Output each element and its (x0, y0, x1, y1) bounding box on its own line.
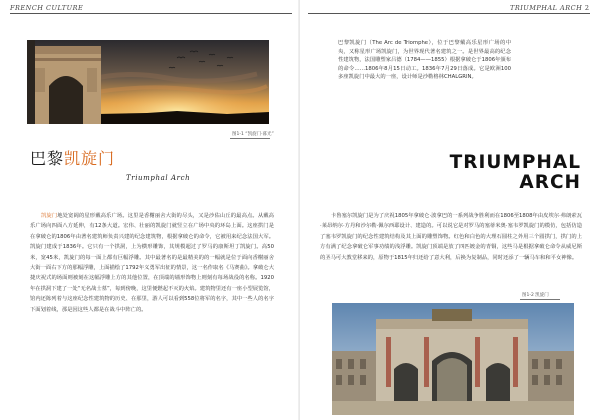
right-figure-caption: 图1-2 凯旋门 (522, 293, 549, 298)
carrousel-arch-photo (332, 303, 574, 415)
body-paragraph: 地处宽阔的星形戴高乐广场。这里是香榭丽舍大街的尽头，又是沙佑山丘的最高点。从戴高乐广场向四面八方延伸，有12条大道。宏伟、壮丽的凯旋门就竖立在广场中央的环岛上面。这座拱门是在拿破仑的1806年由著名建筑师负责兴建的纪念建筑物，根据拿破仑的命令，它被用来纪念法国大军。凯旋门建成于1836年。它只有一个拱洞，上为横形雕饰，其规模超过了罗马的康斯坦丁凯旋门。高50米，宽45米，凯旋门的每一面上都有巨幅浮雕。其中最著名的是最精美的的一幅就是位于面向香榭丽舍大街一面右下方的那幅浮雕，上面描绘了1792年义勇军出征的情景，这一名作取名《马赛曲》。拿破仑大捷庆祝式的场面则被刻在这幅浮雕上方的其他位置，在顶端的墙形饰物上则刻有每场战役的名称。1920年在拱洞下建了一处“无名战士墓”，每到傍晚，这里便燃起不灭的火焰。建筑物里还有一座小型展览馆，馆内还陈列着与这座纪念性建筑物的历史、在那里，游人可以看到558位将军的名字，其中一些人的名字下面划着线，那是因这些人都是在战斗中阵亡的。 (30, 213, 274, 313)
arc-sunset-illustration (27, 40, 269, 124)
title-part-1: 巴黎 (30, 149, 65, 168)
big-title-line-1: TRIUMPHAL (449, 152, 581, 173)
intro-paragraph: 巴黎凯旋门（The Arc de Triomphe），位于巴黎戴高乐星形广场的中央，又称星形广场凯旋门，为世界现代著名建筑之一。是世界最高的纪念性建筑物，法国雕塑家吕德（1784——1855）根据拿破仑于1806年颁布的命令……1806年8月15日动工。1836年7月29日落成。它是欧洲100多座凯旋门中最大的一座，设计师是沙勒格林CHALGRIN。 (338, 40, 511, 81)
big-title (430, 153, 581, 193)
left-body-text (30, 211, 274, 315)
right-header-rule (308, 13, 590, 14)
arc-silhouette (27, 40, 101, 124)
caption-rule-2 (520, 299, 560, 300)
title-part-2: 凯旋门 (64, 149, 116, 168)
page-title (30, 146, 115, 169)
left-figure-caption: 图1-1 “凯旋门·暮光” (232, 132, 274, 137)
right-body-text: 卡鲁塞尔凯旋门是为了庆祝1805年拿破仑·波拿巴的一系列战争胜利而在1806至1808年由皮埃尔·弗朗索瓦·莱昂纳尔·方丹和沙尔勒·佩尔西耶设计、建造的。可以说它是对罗马的塞蒂米奥·塞韦罗凯旋门的模仿，包括仿造了塞韦罗凯旋门的纪念性建筑结构及其上面的雕塑饰物。红色和白色的大理石圆柱之外用三个圆拱门，拱门的上方有满了纪念拿破仑军事功绩的浅浮雕。凯旋门顶端是放了四匹镀金的青铜，这些马是根据拿破仑命令从威尼斯的圣马可大教堂移来的，原物于1815年归还给了意大利，后换为复制品，同时还添了一辆马车和和平女神像。 (320, 213, 582, 261)
arc-sunset-photo (27, 40, 269, 124)
big-title-line-2: ARCH (519, 172, 581, 193)
right-page (300, 0, 600, 420)
page-number: 2 (584, 4, 590, 12)
right-running-head-text: TRIUMPHAL ARCH (510, 4, 583, 12)
carrousel-illustration (332, 303, 574, 415)
body-highlight: 凯旋门 (41, 213, 58, 219)
right-running-head (510, 4, 590, 12)
caption-rule (230, 138, 270, 139)
page-subtitle: Triumphal Arch (126, 174, 191, 182)
left-running-head: FRENCH CULTURE (10, 4, 84, 12)
left-header-rule (10, 13, 292, 14)
